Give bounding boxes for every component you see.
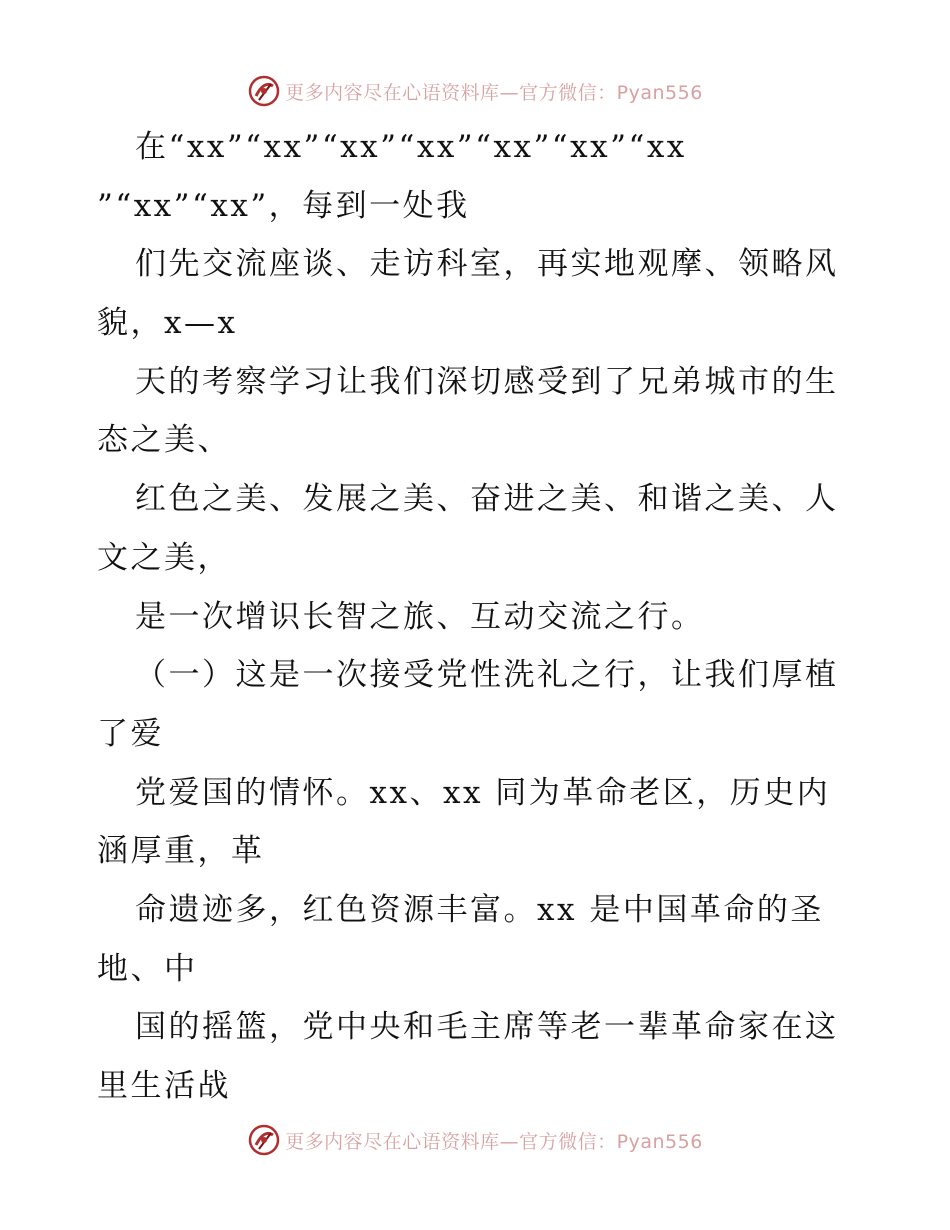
text-line: 命遗迹多，红色资源丰富。xx 是中国革命的圣 bbox=[135, 891, 824, 928]
footer-banner-text: 更多内容尽在心语资料库—官方微信：Pyan556 bbox=[285, 1130, 703, 1153]
text-line: 貌，x—x bbox=[97, 305, 238, 342]
header-banner-text: 更多内容尽在心语资料库—官方微信：Pyan556 bbox=[285, 81, 703, 104]
text-line: 天的考察学习让我们深切感受到了兄弟城市的生 bbox=[135, 363, 839, 400]
text-line: 是一次增识长智之旅、互动交流之行。 bbox=[135, 598, 705, 635]
text-line: 红色之美、发展之美、奋进之美、和谐之美、人 bbox=[135, 481, 839, 518]
text-line: 了爱 bbox=[97, 715, 164, 752]
document-body bbox=[97, 118, 857, 1116]
text-line: （一）这是一次接受党性洗礼之行，让我们厚植 bbox=[135, 657, 839, 694]
text-line: 态之美、 bbox=[97, 422, 231, 459]
text-line: 国的摇篮，党中央和毛主席等老一辈革命家在这 bbox=[135, 1009, 839, 1046]
text-line: 党爱国的情怀。xx、xx 同为革命老区，历史内 bbox=[135, 774, 831, 811]
logo-icon bbox=[247, 74, 281, 108]
text-line: 在“xx”“xx”“xx”“xx”“xx”“xx”“xx bbox=[135, 129, 687, 165]
text-line: 地、中 bbox=[97, 950, 198, 987]
logo-icon bbox=[247, 1123, 281, 1157]
text-line: 涵厚重，革 bbox=[97, 833, 265, 870]
text-line: 里生活战 bbox=[97, 1068, 231, 1104]
header-banner bbox=[0, 71, 950, 111]
footer-banner bbox=[0, 1120, 950, 1160]
text-line: 们先交流座谈、走访科室，再实地观摩、领略风 bbox=[135, 246, 839, 283]
text-line: ”“xx”“xx”，每到一处我 bbox=[97, 187, 470, 224]
text-line: 文之美， bbox=[97, 539, 231, 576]
